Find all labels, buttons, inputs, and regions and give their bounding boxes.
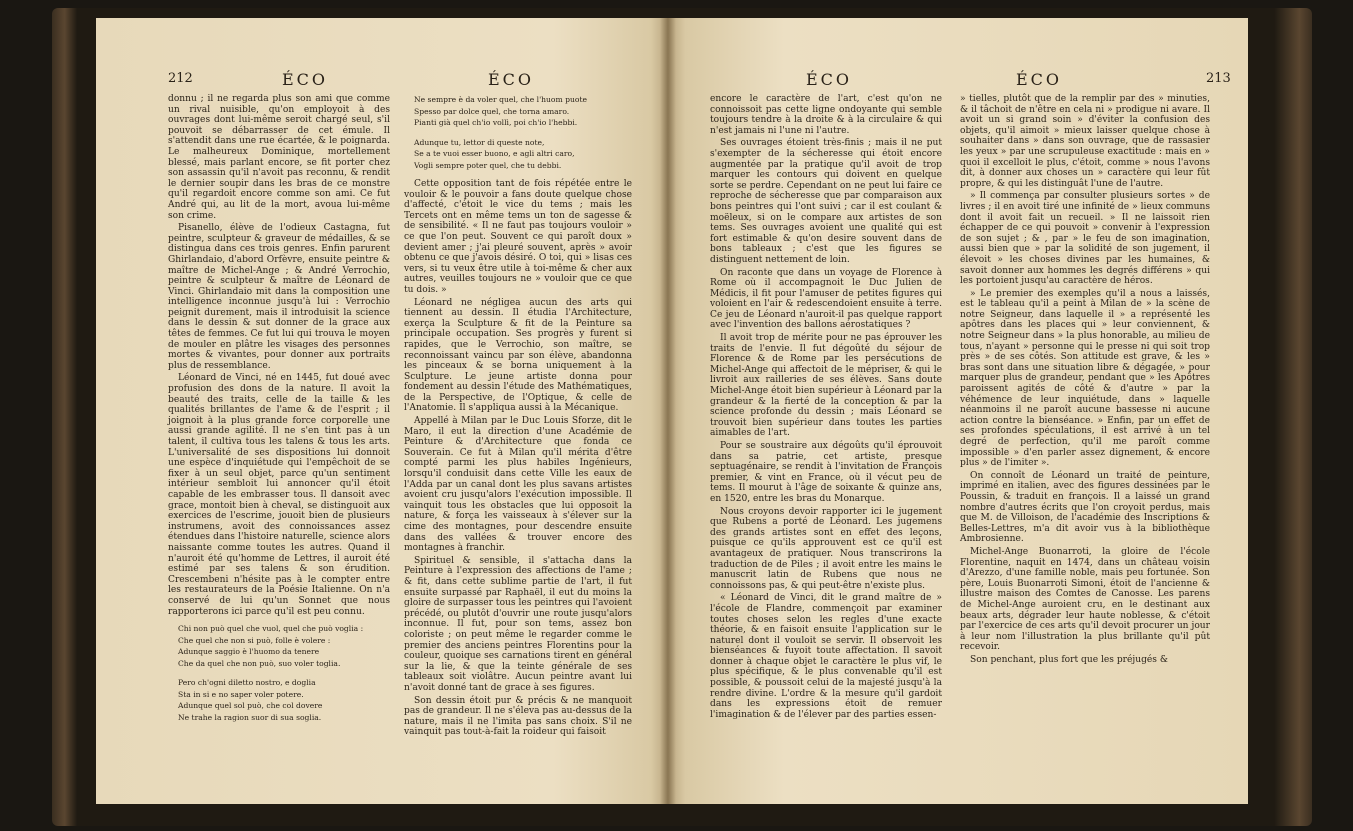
paragraph: donnu ; il ne regarda plus son ami que comme un rival nuisible, qu'on employoit à des ouvrages dont lui-même seroit chargé seul, s'il pouvoit se débarrasser de cet émule. Il s'attendit dans une rue écartée, & le poignarda. Le malheureux Dominique, mortellement blessé, mais parlant encore, se fit porter chez son assassin qu'il n'avoit pas reconnu, & rendit le dernier soupir dans les bras de ce monstre qu'il regardoit encore comme son ami. Ce fut André qui, au lit de la mort, avoua lui-même son crime.: [168, 94, 390, 221]
paragraph: Pisanello, élève de l'odieux Castagna, fut peintre, sculpteur & graveur de médailles, & se distingua dans ces trois genres. Enfin parurent Ghirlandaio, d'abord Orfèvre, ensuite peintre & maître de Michel-Ange ; & André Verrochio, peintre & sculpteur & maître de Léonard de Vinci. Ghirlandaio mit dans la composition une intelligence inconnue jusqu'à lui : Verrochio peignit durement, mais il introduisit la science dans le dessin & sut donner de la grace aux têtes de femmes. Ce fut lui qui trouva le moyen de mouler en plâtre les visages des personnes mortes & vivantes, pour donner aux portraits plus de ressemblance.: [168, 223, 390, 371]
paragraph: Léonard ne négligea aucun des arts qui tiennent au dessin. Il étudia l'Architecture, exerça la Sculpture & fit de la Peinture sa principale occupation. Ses progrès y furent si rapides, que le Verrochio, son maître, se reconnoissant vaincu par son élève, abandonna les pinceaux & se borna uniquement à la Sculpture. Le jeune artiste donna pour fondement au dessin l'étude des Mathématiques, de la Perspective, de l'Optique, & celle de l'Anatomie. Il s'appliqua aussi à la Mécanique.: [404, 297, 632, 414]
sonnet-stanza: Pero ch'ogni diletto nostro, e doglia Sta in si e no saper voler potere. Adunque quel sol può, che col dovere Ne trahe la ragion suor di sua soglia.: [178, 678, 323, 722]
paragraph: Ses ouvrages étoient très-finis ; mais il ne put s'exempter de la sécheresse qui étoit encore augmentée par la pratique qu'il avoit de trop marquer les contours qui doivent en quelque sorte se perdre. Cependant on ne peut lui faire ce reproche de sécheresse que par comparaison aux bons peintres qui l'ont suivi ; car il est coulant & moëleux, si on le compare aux artistes de son tems. Ses ouvrages avoient une qualité qui est fort estimable & qu'on desire souvent dans de bons tableaux ; c'est que les figures se distinguent nettement de loin.: [710, 138, 942, 265]
paragraph: « Léonard de Vinci, dit le grand maître de » l'école de Flandre, commençoit par examiner toutes choses selon les regles d'une exacte théorie, & en faisoit ensuite l'application sur le naturel dont il vouloit se servir. Il observoit les bienséances & fuyoit toute affectation. Il savoit donner à chaque objet le caractère le plus vif, le plus spécifique, & le plus convenable qu'il est possible, & poussoit celui de la majesté jusqu'à la rendre divine. L'ordre & la mesure qu'il gardoit dans les expressions étoit de remuer l'imagination & de l'élever par des parties essen-: [710, 593, 942, 720]
sonnet-stanza: Ne sempre è da voler quel, che l'huom puote Spesso par dolce quel, che torna amaro. Pianti già quel ch'io vollì, poi ch'io l'hebbi.: [414, 95, 587, 127]
text-column-2: [960, 94, 1210, 667]
page-number: 213: [1206, 71, 1231, 86]
paragraph: » Le premier des exemples qu'il a nous a laissés, est le tableau qu'il a peint à Milan de » la scène de notre Seigneur, dans laquelle il » a représenté les apôtres dans les places qui » leur conviennent, & notre Seigneur dans » la plus honorable, au milieu de tous, n'ayant » personne qui le presse ni qui soit trop près » de ses côtés. Son attitude est grave, & les » bras sont dans une situation libre & dégagée, » pour marquer plus de grandeur, pendant que » les Apôtres paroissent agités de côté & d'autre » par la véhémence de leur inquiétude, dans » laquelle néanmoins il ne paroît aucune bassesse ni aucune action contre la bienséance. » Enfin, par un effet de ses profondes spéculations, il est arrivé à un tel degré de perfection, qu'il me paroît comme impossible » d'en parler assez dignement, & encore plus » de l'imiter ».: [960, 288, 1210, 469]
paragraph: Il avoit trop de mérite pour ne pas éprouver les traits de l'envie. Il fut dégoûté du séjour de Florence & de Rome par les persécutions de Michel-Ange qui affectoit de le mépriser, & qui le livroit aux railleries de ses élèves. Sans doute Michel-Ange étoit bien supérieur à Léonard par la grandeur & la fierté de la conception & par la science profonde du dessin ; mais Léonard se trouvoit bien supérieur dans toutes les parties aimables de l'art.: [710, 333, 942, 439]
paragraph: On raconte que dans un voyage de Florence à Rome où il accompagnoit le Duc Julien de Médicis, il fit pour l'amuser de petites figures qui voloient en l'air & redescendoient ensuite à terre. Ce jeu de Léonard n'auroit-il pas quelque rapport avec l'invention des ballons aérostatiques ?: [710, 267, 942, 331]
paragraph: » Il commença par consulter plusieurs sortes » de livres ; il en avoit tiré une infinité de » lieux communs dont il avoit fait un recueil. » Il ne laissoit rien échapper de ce qui pouvoit » convenir à l'expression de son sujet ; & , par » le feu de son imagination, aussi bien que » par la solidité de son jugement, il élevoit » les choses divines par les humaines, & savoit donner aux hommes les degrés différens » qui les portoient jusqu'au caractère de héros.: [960, 191, 1210, 287]
sonnet-stanza: Adunque tu, lettor di queste note, Se a te vuoi esser buono, e agli altri caro, Vogli sempre poter quel, che tu debbi.: [414, 137, 575, 170]
paragraph: Appellé à Milan par le Duc Louis Sforze, dit le Maro, il eut la direction d'une Académie de Peinture & d'Architecture que fonda ce Souverain. Ce fut à Milan qu'il mérita d'être compté parmi les plus habiles Ingénieurs, lorsqu'il conduisit dans cette Ville les eaux de l'Adda par un canal dont les plus savans artistes avoient cru jusqu'alors l'exécution impossible. Il vainquit tous les obstacles que lui opposoit la nature, & força les vaisseaux à s'élever sur la cime des montagnes, pour descendre ensuite dans des vallées & trouver encore des montagnes à franchir.: [404, 416, 632, 554]
book-gutter: [660, 18, 676, 804]
left-page: [96, 18, 668, 804]
paragraph: Son penchant, plus fort que les préjugés &: [970, 654, 1168, 665]
paragraph: Son dessin étoit pur & précis & ne manquoit pas de grandeur. Il ne s'éleva pas au-dessus de la nature, mais il ne l'imita pas sans choix. S'il ne vainquit pas tout-à-fait la roideur qui faisoit: [404, 695, 632, 738]
running-head: ÉCO: [806, 70, 853, 89]
text-column-1: [168, 94, 390, 731]
paragraph: Nous croyons devoir rapporter ici le jugement que Rubens a porté de Léonard. Les jugemens des grands artistes sont en effet des leçons, puisque ce qu'ils approuvent est ce qu'il est avantageux de pratiquer. Nous transcrirons la traduction de de Piles ; il avoit entre les mains le manuscrit latin de Rubens que nous ne connoissons pas, & qui peut-être n'existe plus.: [710, 506, 942, 591]
paragraph: On connoît de Léonard un traité de peinture, imprimé en italien, avec des figures dessinées par le Poussin, & traduit en françois. Il a laissé un grand nombre d'autres écrits que l'on croyoit perdus, mais que M. de Villoison, de l'académie des Inscriptions & Belles-Lettres, m'a dit avoir vus à la bibliothèque Ambrosienne.: [960, 470, 1210, 545]
paragraph: » tielles, plutôt que de la remplir par des » minuties, & il tâchoit de n'être en cela ni » prodigue ni avare. Il avoit un si grand soin » d'éviter la confusion des objets, qu'il aimoit » mieux laisser quelque chose à souhaiter dans » dans son ouvrage, que de rassasier les yeux » par une scrupuleuse exactitude : mais en » quoi il excelloit le plus, c'étoit, comme » nous l'avons dit, à donner aux choses un » caractère qui leur fût propre, & qui les distinguât l'une de l'autre.: [960, 94, 1210, 189]
paragraph: Pour se soustraire aux dégoûts qu'il éprouvoit dans sa patrie, cet artiste, presque septuagénaire, se rendit à l'invitation de François premier, & vint en France, où il vécut peu de tems. Il mourut à l'âge de soixante & quinze ans, en 1520, entre les bras du Monarque.: [710, 441, 942, 504]
page-number: 212: [168, 71, 193, 86]
text-column-1: [710, 94, 942, 722]
text-column-2: [404, 94, 632, 740]
running-head: ÉCO: [1016, 70, 1063, 89]
paragraph: Michel-Ange Buonarroti, la gloire de l'école Florentine, naquit en 1474, dans un château voisin d'Arezzo, d'une famille noble, mais peu fortunée. Son père, Louis Buonarroti Simoni, étoit de l'ancienne & illustre maison des Comtes de Canosse. Les parens de Michel-Ange auroient cru, en le destinant aux beaux arts, dégrader leur haute noblesse, & c'étoit par l'exercice de ces arts qu'il devoit procurer un jour à leur nom l'illustration la plus brillante qu'il pût recevoir.: [960, 546, 1210, 653]
right-page: [668, 18, 1248, 804]
running-head: ÉCO: [282, 70, 329, 89]
paragraph: Cette opposition tant de fois répétée entre le vouloir & le pouvoir a fans doute quelque chose d'affecté, c'étoit le vice du tems ; mais les Tercets ont en même tems un ton de sagesse & de sensibilité. « Il ne faut pas toujours vouloir » ce que l'on peut. Souvent ce qui paroît doux » devient amer ; j'ai pleuré souvent, après » avoir obtenu ce que j'avois désiré. O toi, qui » lisas ces vers, si tu veux être utile à toi-même & cher aux autres, veuilles toujours ne » vouloir que ce que tu dois. »: [404, 179, 632, 295]
paragraph: encore le caractère de l'art, c'est qu'on ne connoissoit pas cette ligne ondoyante qui semble toujours tendre à la droite & à la circulaire & qui n'est jamais ni l'une ni l'autre.: [710, 94, 942, 136]
paragraph: Léonard de Vinci, né en 1445, fut doué avec profusion des dons de la nature. Il avoit la beauté des traits, celle de la taille & les qualités brillantes de l'ame & de l'esprit ; il joignoit à la plus grande force corporelle une aussi grande agilité. Il ne s'en tint pas à un talent, il cultiva tous les talens & tous les arts. L'universalité de ses dispositions lui donnoit une espèce d'inquiétude qui l'empêchoit de se fixer à un seul objet, parce qu'un sentiment intérieur sembloit lui annoncer qu'il étoit capable de les embrasser tous. Il dansoit avec grace, montoit bien à cheval, se distinguoit aux exercices de l'escrime, jouoit bien de plusieurs instrumens, avoit des connoissances assez étendues dans l'histoire naturelle, science alors naissante comme toutes les autres. Quand il n'auroit été qu'homme de Lettres, il auroit été estimé par ses talens & son érudition. Crescembeni n'hésite pas à le compter entre les restaurateurs de la Poésie Italienne. On n'a conservé de lui qu'un Sonnet que nous rapporterons ici parce qu'il est peu connu.: [168, 373, 390, 617]
sonnet-stanza: Chi non può quel che vuol, quel che può voglia : Che quel che non si può, folle è volere : Adunque saggio è l'huomo da tenere Che da quel che non può, suo voler toglia.: [178, 624, 364, 668]
running-head: ÉCO: [488, 70, 535, 89]
paragraph: Spirituel & sensible, il s'attacha dans la Peinture à l'expression des affections de l'ame ; & fit, dans cette sublime partie de l'art, il fut ensuite surpassé par Raphaël, il eut du moins la gloire de surpasser tous les peintres qui l'avoient précédé, ou plutôt d'ouvrir une route jusqu'alors inconnue. Il fut, pour son tems, assez bon coloriste ; on peut même le regarder comme le premier des anciens peintres Florentins pour la couleur, quoique ses carnations tirent en général sur la lie, & que la teinte générale de ses tableaux soit violâtre. Aucun peintre avant lui n'avoit donné tant de grace à ses figures.: [404, 555, 632, 693]
